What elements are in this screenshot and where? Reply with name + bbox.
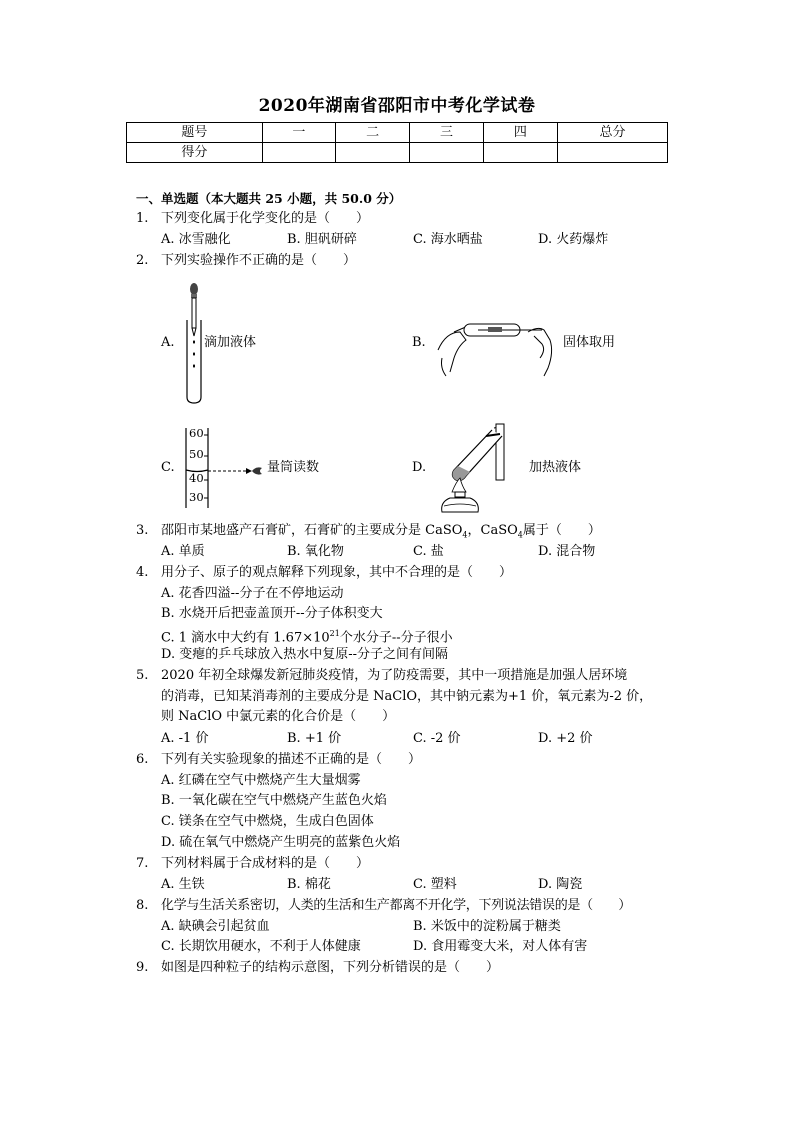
option-b: B. 氧化物 — [287, 544, 344, 559]
figure-option-letter: B. — [412, 335, 426, 350]
option-b: B. 一氧化碳在空气中燃烧产生蓝色火焰 — [161, 793, 387, 808]
heating-liquid-figure — [426, 422, 526, 514]
question-number: 6. — [136, 752, 149, 767]
cylinder-tick-label: 40 — [189, 471, 204, 485]
option-c: C. 海水晒盐 — [413, 232, 483, 247]
cylinder-tick-label: 30 — [189, 490, 204, 504]
option-d: D. 火药爆炸 — [538, 232, 609, 247]
solid-sampling-figure — [432, 310, 562, 380]
option-d: D. 陶瓷 — [538, 877, 583, 892]
cylinder-tick-label: 50 — [189, 447, 204, 461]
score-table — [126, 122, 668, 163]
figure-option-label: 量筒读数 — [267, 460, 320, 475]
figure-option-label: 固体取用 — [563, 335, 616, 350]
figure-option-label: 加热液体 — [529, 460, 582, 475]
score-header-cell: 三 — [410, 123, 483, 143]
question-text-line: 则 NaClO 中氯元素的化合价是（ ） — [161, 709, 396, 724]
question-text: 下列变化属于化学变化的是（ ） — [161, 211, 370, 226]
option-a: A. 单质 — [161, 544, 205, 559]
figure-option-letter: D. — [412, 460, 427, 475]
option-c: C. 长期饮用硬水，不利于人体健康 — [161, 939, 361, 954]
option-c: C. 塑料 — [413, 877, 457, 892]
option-c: C. 1 滴水中大约有 $1.67\times 10^{21}$个水分子--分子很小 — [161, 629, 453, 646]
score-header-cell: 总分 — [558, 123, 668, 143]
question-number: 3. — [136, 523, 149, 538]
question-number: 9. — [136, 960, 149, 975]
option-b: B. 棉花 — [287, 877, 331, 892]
score-cell[interactable] — [262, 143, 335, 163]
question-text: 用分子、原子的观点解释下列现象，其中不合理的是（ ） — [161, 565, 513, 580]
option-a: A. 生铁 — [161, 877, 205, 892]
option-a: A. 冰雪融化 — [161, 232, 231, 247]
option-a: A. 花香四溢--分子在不停地运动 — [161, 586, 344, 601]
option-a: A. 红磷在空气中燃烧产生大量烟雾 — [161, 773, 361, 788]
score-cell[interactable] — [483, 143, 557, 163]
cylinder-tick-label: 60 — [189, 426, 204, 440]
option-d: D. +2 价 — [538, 731, 593, 746]
score-header-cell: 题号 — [127, 123, 263, 143]
option-d: D. 变瘪的乒乓球放入热水中复原--分子之间有间隔 — [161, 647, 449, 662]
option-c: C. 镁条在空气中燃烧，生成白色固体 — [161, 814, 374, 829]
score-row-label: 得分 — [127, 143, 263, 163]
question-number: 5. — [136, 668, 149, 683]
question-number: 7. — [136, 856, 149, 871]
option-b: B. 米饭中的淀粉属于糖类 — [413, 919, 561, 934]
question-number: 8. — [136, 898, 149, 913]
question-number: 2. — [136, 253, 149, 268]
section-heading: 一、单选题（本大题共 25 小题，共 50.0 分） — [136, 191, 402, 206]
exam-title: 2020年湖南省邵阳市中考化学试卷 — [258, 96, 536, 116]
option-a: A. -1 价 — [161, 731, 209, 746]
score-header-cell: 四 — [483, 123, 557, 143]
question-text: 下列材料属于合成材料的是（ ） — [161, 856, 370, 871]
score-header-cell: 一 — [262, 123, 335, 143]
score-table-score-row — [127, 143, 668, 163]
option-d: D. 硫在氧气中燃烧产生明亮的蓝紫色火焰 — [161, 835, 401, 850]
score-cell[interactable] — [558, 143, 668, 163]
question-number: 4. — [136, 565, 149, 580]
option-b: B. +1 价 — [287, 731, 342, 746]
score-cell[interactable] — [336, 143, 410, 163]
figure-option-label: 滴加液体 — [204, 335, 257, 350]
question-text: 下列实验操作不正确的是（ ） — [161, 253, 357, 268]
figure-option-letter: C. — [161, 460, 175, 475]
question-text: 化学与生活关系密切，人类的生活和生产都离不开化学，下列说法错误的是（ ） — [161, 898, 631, 913]
figure-option-letter: A. — [161, 335, 175, 350]
option-c: C. -2 价 — [413, 731, 461, 746]
option-d: D. 食用霉变大米，对人体有害 — [413, 939, 588, 954]
question-text: 邵阳市某地盛产石膏矿，石膏矿的主要成分是 CaSO$_4$，CaSO$_4$属于（ ） — [161, 523, 601, 540]
option-c: C. 盐 — [413, 544, 444, 559]
question-text-line: 的消毒，已知某消毒剂的主要成分是 NaClO，其中钠元素为+1 价，氧元素为-2 价， — [161, 689, 653, 704]
question-text-line: 2020 年初全球爆发新冠肺炎疫情，为了防疫需要，其中一项措施是加强人居环境 — [161, 668, 628, 683]
score-table-header-row — [127, 123, 668, 143]
option-d: D. 混合物 — [538, 544, 596, 559]
question-text: 下列有关实验现象的描述不正确的是（ ） — [161, 752, 422, 767]
score-cell[interactable] — [410, 143, 483, 163]
option-b: B. 水烧开后把壶盖顶开--分子体积变大 — [161, 606, 383, 621]
question-text: 如图是四种粒子的结构示意图，下列分析错误的是（ ） — [161, 960, 500, 975]
question-number: 1. — [136, 211, 149, 226]
score-header-cell: 二 — [336, 123, 410, 143]
option-b: B. 胆矾研碎 — [287, 232, 357, 247]
option-a: A. 缺碘会引起贫血 — [161, 919, 270, 934]
